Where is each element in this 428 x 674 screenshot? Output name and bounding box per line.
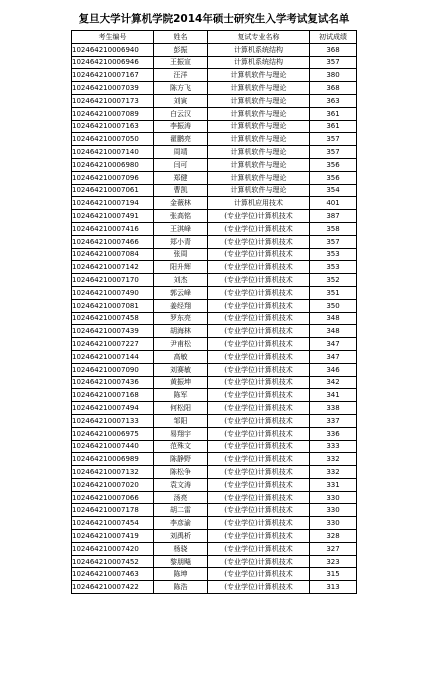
cell-score: 347 xyxy=(310,338,357,351)
cell-candidate-id: 102464210006980 xyxy=(72,158,154,171)
table-row xyxy=(72,261,357,274)
cell-candidate-id: 102464210007458 xyxy=(72,312,154,325)
cell-candidate-id: 102464210007452 xyxy=(72,555,154,568)
cell-name: 邹阳 xyxy=(154,414,208,427)
table-row xyxy=(72,478,357,491)
cell-major: (专业学位)计算机技术 xyxy=(208,555,310,568)
cell-name: 罗东亮 xyxy=(154,312,208,325)
cell-score: 332 xyxy=(310,453,357,466)
cell-score: 387 xyxy=(310,210,357,223)
table-row xyxy=(72,107,357,120)
cell-name: 闫可 xyxy=(154,158,208,171)
table-row xyxy=(72,120,357,133)
cell-name: 汪洋 xyxy=(154,69,208,82)
cell-major: (专业学位)计算机技术 xyxy=(208,389,310,402)
cell-score: 363 xyxy=(310,94,357,107)
table-row xyxy=(72,69,357,82)
header-major: 复试专业名称 xyxy=(208,31,310,44)
cell-major: (专业学位)计算机技术 xyxy=(208,414,310,427)
cell-score: 353 xyxy=(310,248,357,261)
cell-score: 315 xyxy=(310,568,357,581)
cell-major: (专业学位)计算机技术 xyxy=(208,427,310,440)
cell-name: 姜经翔 xyxy=(154,299,208,312)
cell-name: 高敏 xyxy=(154,350,208,363)
cell-major: 计算机系统结构 xyxy=(208,56,310,69)
cell-candidate-id: 102464210007194 xyxy=(72,197,154,210)
cell-major: (专业学位)计算机技术 xyxy=(208,466,310,479)
cell-candidate-id: 102464210006989 xyxy=(72,453,154,466)
cell-candidate-id: 102464210007066 xyxy=(72,491,154,504)
cell-score: 357 xyxy=(310,146,357,159)
table-row xyxy=(72,94,357,107)
cell-candidate-id: 102464210007039 xyxy=(72,82,154,95)
table-row xyxy=(72,43,357,56)
cell-major: 计算机软件与理论 xyxy=(208,158,310,171)
cell-name: 张高铭 xyxy=(154,210,208,223)
cell-score: 333 xyxy=(310,440,357,453)
cell-name: 白云汉 xyxy=(154,107,208,120)
table-row xyxy=(72,210,357,223)
table-row xyxy=(72,440,357,453)
cell-major: (专业学位)计算机技术 xyxy=(208,274,310,287)
cell-name: 陈浩 xyxy=(154,581,208,594)
cell-candidate-id: 102464210007020 xyxy=(72,478,154,491)
cell-score: 358 xyxy=(310,222,357,235)
cell-candidate-id: 102464210007140 xyxy=(72,146,154,159)
table-row xyxy=(72,542,357,555)
cell-major: (专业学位)计算机技术 xyxy=(208,222,310,235)
table-row xyxy=(72,184,357,197)
table-row xyxy=(72,248,357,261)
table-row xyxy=(72,427,357,440)
header-candidate-id: 考生编号 xyxy=(72,31,154,44)
cell-score: 368 xyxy=(310,82,357,95)
cell-candidate-id: 102464210007494 xyxy=(72,402,154,415)
cell-score: 328 xyxy=(310,530,357,543)
cell-name: 陈军 xyxy=(154,389,208,402)
table-header-row xyxy=(72,31,357,44)
cell-major: (专业学位)计算机技术 xyxy=(208,530,310,543)
table-row xyxy=(72,568,357,581)
cell-name: 郑小青 xyxy=(154,235,208,248)
cell-major: 计算机应用技术 xyxy=(208,197,310,210)
cell-major: (专业学位)计算机技术 xyxy=(208,453,310,466)
cell-candidate-id: 102464210007050 xyxy=(72,133,154,146)
cell-name: 范殊文 xyxy=(154,440,208,453)
cell-candidate-id: 102464210007420 xyxy=(72,542,154,555)
cell-name: 胡二雷 xyxy=(154,504,208,517)
cell-name: 翟鹏亮 xyxy=(154,133,208,146)
table-row xyxy=(72,376,357,389)
cell-major: (专业学位)计算机技术 xyxy=(208,210,310,223)
cell-score: 323 xyxy=(310,555,357,568)
cell-major: (专业学位)计算机技术 xyxy=(208,491,310,504)
cell-major: (专业学位)计算机技术 xyxy=(208,376,310,389)
cell-name: 王淇峰 xyxy=(154,222,208,235)
cell-major: (专业学位)计算机技术 xyxy=(208,325,310,338)
cell-score: 337 xyxy=(310,414,357,427)
cell-name: 黎朋飚 xyxy=(154,555,208,568)
cell-score: 348 xyxy=(310,312,357,325)
cell-name: 胡海林 xyxy=(154,325,208,338)
cell-major: (专业学位)计算机技术 xyxy=(208,581,310,594)
cell-name: 彭振 xyxy=(154,43,208,56)
cell-major: (专业学位)计算机技术 xyxy=(208,568,310,581)
cell-score: 357 xyxy=(310,133,357,146)
table-row xyxy=(72,389,357,402)
cell-candidate-id: 102464210007144 xyxy=(72,350,154,363)
cell-major: 计算机软件与理论 xyxy=(208,82,310,95)
header-score: 初试成绩 xyxy=(310,31,357,44)
cell-major: 计算机软件与理论 xyxy=(208,133,310,146)
cell-major: (专业学位)计算机技术 xyxy=(208,299,310,312)
table-row xyxy=(72,325,357,338)
cell-name: 黄振坤 xyxy=(154,376,208,389)
table-row xyxy=(72,504,357,517)
cell-major: 计算机软件与理论 xyxy=(208,94,310,107)
cell-name: 刘杰 xyxy=(154,274,208,287)
cell-candidate-id: 102464210006975 xyxy=(72,427,154,440)
cell-major: (专业学位)计算机技术 xyxy=(208,517,310,530)
table-row xyxy=(72,453,357,466)
table-row xyxy=(72,133,357,146)
cell-major: (专业学位)计算机技术 xyxy=(208,402,310,415)
cell-score: 330 xyxy=(310,504,357,517)
cell-score: 331 xyxy=(310,478,357,491)
cell-score: 338 xyxy=(310,402,357,415)
cell-name: 郭云峰 xyxy=(154,286,208,299)
table-body xyxy=(72,43,357,593)
cell-name: 刘禹析 xyxy=(154,530,208,543)
cell-major: (专业学位)计算机技术 xyxy=(208,350,310,363)
table-row xyxy=(72,197,357,210)
cell-major: (专业学位)计算机技术 xyxy=(208,363,310,376)
cell-candidate-id: 102464210007439 xyxy=(72,325,154,338)
cell-major: 计算机软件与理论 xyxy=(208,107,310,120)
cell-major: 计算机系统结构 xyxy=(208,43,310,56)
cell-candidate-id: 102464210007419 xyxy=(72,530,154,543)
cell-candidate-id: 102464210007436 xyxy=(72,376,154,389)
cell-score: 368 xyxy=(310,43,357,56)
table-row xyxy=(72,517,357,530)
table-row xyxy=(72,338,357,351)
cell-name: 王振宣 xyxy=(154,56,208,69)
cell-name: 陈松争 xyxy=(154,466,208,479)
admission-roster-table xyxy=(71,30,357,594)
cell-major: 计算机软件与理论 xyxy=(208,69,310,82)
cell-major: 计算机软件与理论 xyxy=(208,184,310,197)
cell-candidate-id: 102464210007170 xyxy=(72,274,154,287)
cell-candidate-id: 102464210006940 xyxy=(72,43,154,56)
table-row xyxy=(72,466,357,479)
cell-name: 刘赛敏 xyxy=(154,363,208,376)
cell-name: 陈静野 xyxy=(154,453,208,466)
cell-major: 计算机软件与理论 xyxy=(208,120,310,133)
cell-name: 李振涛 xyxy=(154,120,208,133)
cell-score: 336 xyxy=(310,427,357,440)
table-row xyxy=(72,171,357,184)
cell-score: 361 xyxy=(310,107,357,120)
table-row xyxy=(72,286,357,299)
cell-candidate-id: 102464210007463 xyxy=(72,568,154,581)
cell-score: 327 xyxy=(310,542,357,555)
cell-major: 计算机软件与理论 xyxy=(208,171,310,184)
table-row xyxy=(72,299,357,312)
table-row xyxy=(72,402,357,415)
cell-score: 354 xyxy=(310,184,357,197)
cell-name: 郑健 xyxy=(154,171,208,184)
cell-candidate-id: 102464210007454 xyxy=(72,517,154,530)
table-row xyxy=(72,491,357,504)
cell-name: 李彦渝 xyxy=(154,517,208,530)
cell-name: 金薇林 xyxy=(154,197,208,210)
cell-candidate-id: 102464210007178 xyxy=(72,504,154,517)
cell-name: 阳升辉 xyxy=(154,261,208,274)
cell-score: 313 xyxy=(310,581,357,594)
cell-score: 352 xyxy=(310,274,357,287)
cell-candidate-id: 102464210007491 xyxy=(72,210,154,223)
cell-name: 何松阳 xyxy=(154,402,208,415)
cell-name: 周靖 xyxy=(154,146,208,159)
cell-candidate-id: 102464210007089 xyxy=(72,107,154,120)
cell-major: (专业学位)计算机技术 xyxy=(208,286,310,299)
cell-score: 350 xyxy=(310,299,357,312)
table-row xyxy=(72,555,357,568)
cell-name: 易翔宇 xyxy=(154,427,208,440)
cell-candidate-id: 102464210007096 xyxy=(72,171,154,184)
cell-score: 357 xyxy=(310,235,357,248)
cell-score: 332 xyxy=(310,466,357,479)
table-row xyxy=(72,350,357,363)
cell-candidate-id: 102464210007490 xyxy=(72,286,154,299)
cell-candidate-id: 102464210007173 xyxy=(72,94,154,107)
cell-candidate-id: 102464210007133 xyxy=(72,414,154,427)
cell-name: 袁文涛 xyxy=(154,478,208,491)
cell-major: (专业学位)计算机技术 xyxy=(208,312,310,325)
cell-candidate-id: 102464210007132 xyxy=(72,466,154,479)
table-row xyxy=(72,146,357,159)
table-row xyxy=(72,158,357,171)
cell-score: 356 xyxy=(310,171,357,184)
cell-score: 357 xyxy=(310,56,357,69)
cell-name: 张周 xyxy=(154,248,208,261)
table-row xyxy=(72,82,357,95)
cell-candidate-id: 102464210007416 xyxy=(72,222,154,235)
cell-candidate-id: 102464210007227 xyxy=(72,338,154,351)
table-row xyxy=(72,530,357,543)
cell-score: 330 xyxy=(310,491,357,504)
cell-name: 尹甫松 xyxy=(154,338,208,351)
cell-major: (专业学位)计算机技术 xyxy=(208,542,310,555)
cell-score: 353 xyxy=(310,261,357,274)
cell-major: (专业学位)计算机技术 xyxy=(208,235,310,248)
cell-score: 346 xyxy=(310,363,357,376)
cell-score: 380 xyxy=(310,69,357,82)
table-row xyxy=(72,222,357,235)
cell-score: 348 xyxy=(310,325,357,338)
cell-score: 401 xyxy=(310,197,357,210)
cell-score: 356 xyxy=(310,158,357,171)
cell-name: 陈坤 xyxy=(154,568,208,581)
table-row xyxy=(72,235,357,248)
cell-major: (专业学位)计算机技术 xyxy=(208,440,310,453)
cell-score: 361 xyxy=(310,120,357,133)
cell-candidate-id: 102464210007466 xyxy=(72,235,154,248)
table-row xyxy=(72,581,357,594)
table-row xyxy=(72,414,357,427)
cell-candidate-id: 102464210007422 xyxy=(72,581,154,594)
table-row xyxy=(72,56,357,69)
cell-major: (专业学位)计算机技术 xyxy=(208,338,310,351)
cell-candidate-id: 102464210007142 xyxy=(72,261,154,274)
cell-name: 陈方飞 xyxy=(154,82,208,95)
cell-candidate-id: 102464210007167 xyxy=(72,69,154,82)
cell-score: 342 xyxy=(310,376,357,389)
cell-score: 330 xyxy=(310,517,357,530)
cell-name: 汤亮 xyxy=(154,491,208,504)
cell-candidate-id: 102464210007163 xyxy=(72,120,154,133)
cell-candidate-id: 102464210007084 xyxy=(72,248,154,261)
table-row xyxy=(72,363,357,376)
cell-name: 曹凯 xyxy=(154,184,208,197)
header-name: 姓名 xyxy=(154,31,208,44)
cell-candidate-id: 102464210007440 xyxy=(72,440,154,453)
cell-candidate-id: 102464210007061 xyxy=(72,184,154,197)
cell-major: 计算机软件与理论 xyxy=(208,146,310,159)
document-title: 复旦大学计算机学院2014年硕士研究生入学考试复试名单 xyxy=(78,13,350,25)
cell-major: (专业学位)计算机技术 xyxy=(208,248,310,261)
cell-candidate-id: 102464210006946 xyxy=(72,56,154,69)
cell-major: (专业学位)计算机技术 xyxy=(208,504,310,517)
table-row xyxy=(72,274,357,287)
cell-score: 347 xyxy=(310,350,357,363)
cell-candidate-id: 102464210007168 xyxy=(72,389,154,402)
cell-score: 341 xyxy=(310,389,357,402)
table-row xyxy=(72,312,357,325)
cell-major: (专业学位)计算机技术 xyxy=(208,261,310,274)
cell-candidate-id: 102464210007081 xyxy=(72,299,154,312)
cell-major: (专业学位)计算机技术 xyxy=(208,478,310,491)
cell-name: 刘寅 xyxy=(154,94,208,107)
cell-candidate-id: 102464210007090 xyxy=(72,363,154,376)
cell-score: 351 xyxy=(310,286,357,299)
cell-name: 杨骁 xyxy=(154,542,208,555)
